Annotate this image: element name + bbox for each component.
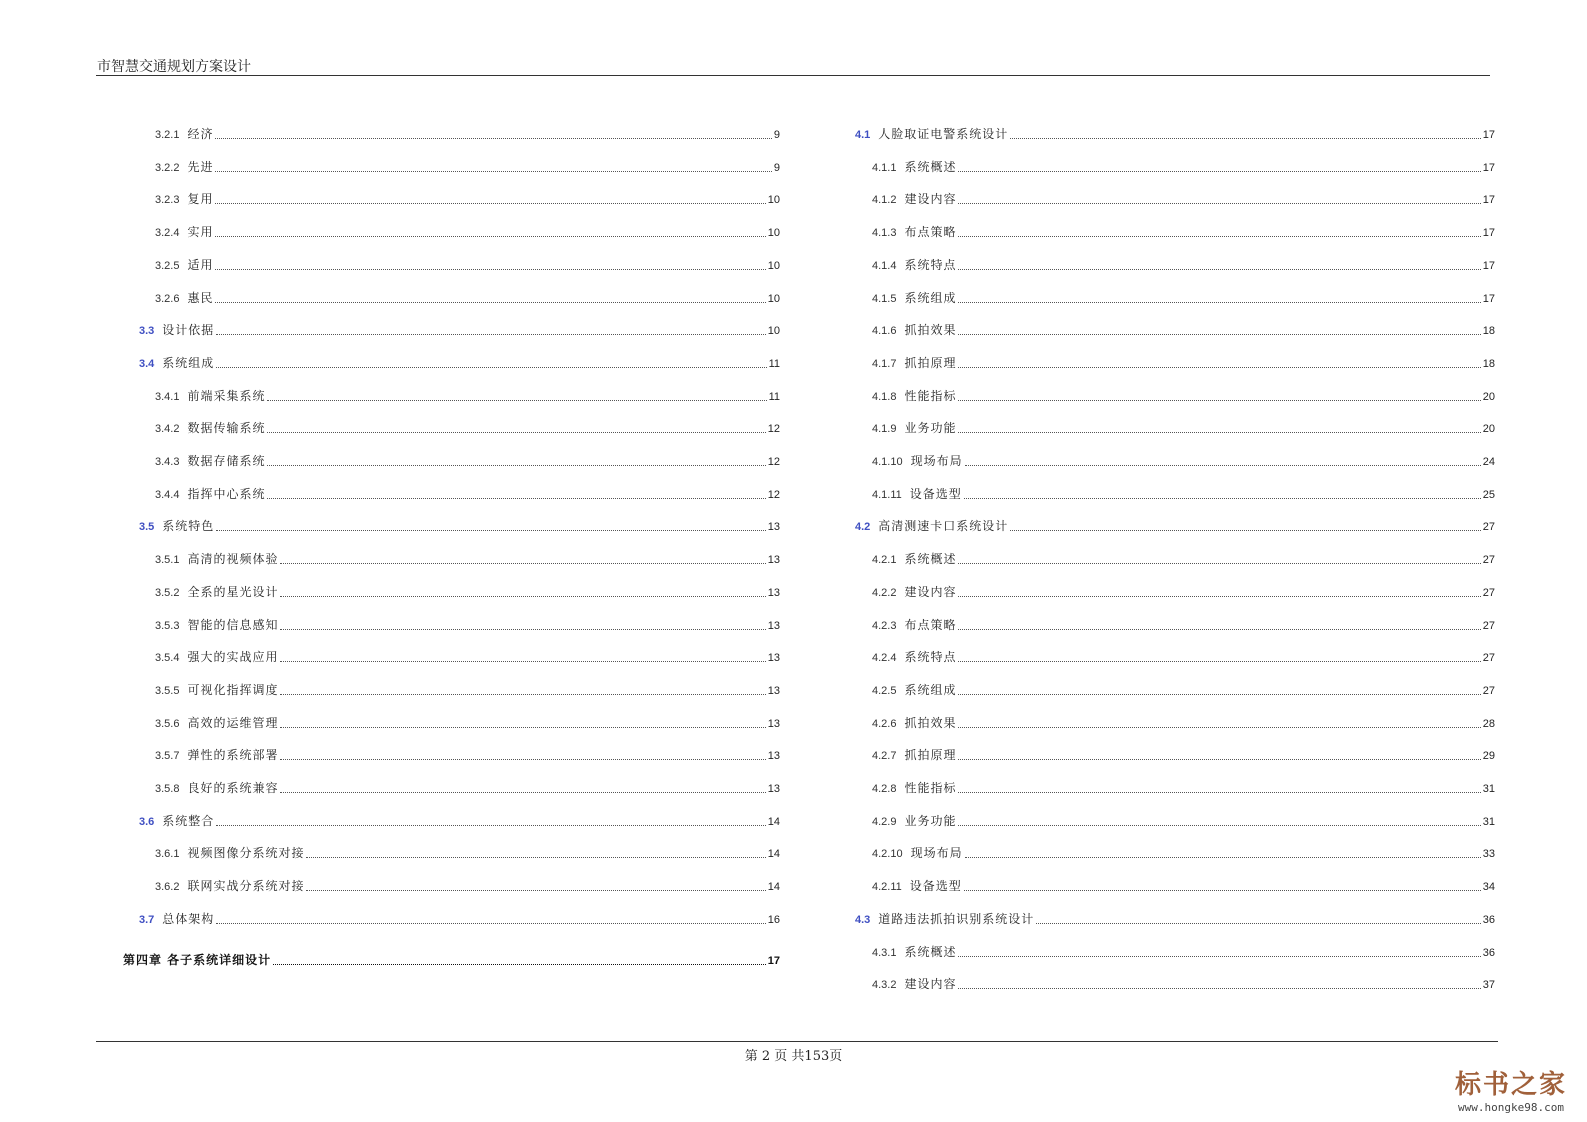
toc-dot-leader xyxy=(216,366,766,368)
toc-entry-page: 18 xyxy=(1482,357,1495,370)
toc-entry-page: 20 xyxy=(1482,423,1495,436)
toc-entry-title: 强大的实战应用 xyxy=(187,650,279,665)
toc-entry-title: 抓拍效果 xyxy=(904,715,957,730)
toc-entry[interactable] xyxy=(855,911,1495,927)
toc-entry-page: 10 xyxy=(767,325,780,338)
toc-entry-title: 视频图像分系统对接 xyxy=(187,846,305,861)
toc-entry-number: 4.2.2 xyxy=(872,586,897,599)
toc-dot-leader xyxy=(964,889,1481,891)
toc-entry-title: 高清测速卡口系统设计 xyxy=(878,519,1009,534)
watermark-url: www.hongke98.com xyxy=(1458,1101,1564,1114)
toc-dot-leader xyxy=(215,301,765,303)
toc-entry-page: 14 xyxy=(767,848,780,861)
toc-entry-page: 10 xyxy=(767,194,780,207)
page-number: 第 2 页 共153页 xyxy=(744,1049,843,1064)
toc-entry-page: 12 xyxy=(767,456,780,468)
toc-dot-leader xyxy=(1036,922,1480,924)
toc-entry-number: 4.2.11 xyxy=(872,881,902,894)
toc-entry[interactable] xyxy=(155,649,780,665)
toc-entry-title: 经济 xyxy=(187,127,214,141)
toc-entry-page: 17 xyxy=(1482,292,1495,305)
toc-entry-title: 设备选型 xyxy=(909,486,962,501)
toc-entry-title: 系统特点 xyxy=(904,257,957,272)
toc-entry-number: 3.4 xyxy=(139,357,155,370)
toc-dot-leader xyxy=(958,268,1480,270)
toc-entry-number: 3.2.6 xyxy=(155,292,180,305)
toc-entry[interactable] xyxy=(139,355,780,371)
toc-dot-leader xyxy=(965,464,1481,466)
toc-dot-leader xyxy=(216,529,765,531)
toc-entry[interactable] xyxy=(155,224,780,240)
toc-entry-number: 3.4.2 xyxy=(155,423,180,436)
toc-entry-number: 3.2.1 xyxy=(155,129,180,141)
toc-entry-page: 31 xyxy=(1482,783,1495,795)
toc-dot-leader xyxy=(958,366,1480,368)
toc-entry-page: 14 xyxy=(767,881,780,894)
toc-entry-number: 3.6 xyxy=(139,815,155,828)
watermark-logo xyxy=(1455,1064,1567,1114)
toc-entry-page: 27 xyxy=(1482,521,1495,534)
toc-entry[interactable] xyxy=(155,257,780,273)
toc-entry-page: 27 xyxy=(1482,554,1495,567)
toc-entry-page: 10 xyxy=(767,227,780,240)
toc-entry[interactable] xyxy=(872,551,1495,567)
toc-entry[interactable] xyxy=(155,159,780,175)
toc-dot-leader xyxy=(306,856,765,858)
toc-entry-page: 17 xyxy=(1482,227,1495,240)
toc-dot-leader xyxy=(280,562,765,564)
toc-dot-leader xyxy=(267,431,765,433)
toc-entry[interactable] xyxy=(872,617,1495,633)
toc-entry-page: 9 xyxy=(773,129,780,141)
toc-entry-page: 27 xyxy=(1482,586,1495,599)
toc-entry-page: 17 xyxy=(1482,129,1495,141)
toc-entry-page: 13 xyxy=(767,586,780,599)
toc-entry-title: 数据存储系统 xyxy=(187,454,266,468)
toc-entry-title: 系统组成 xyxy=(904,290,957,305)
toc-entry-page: 24 xyxy=(1482,456,1495,468)
toc-entry[interactable] xyxy=(155,191,780,207)
toc-entry-number: 4.1.4 xyxy=(872,259,897,272)
toc-dot-leader xyxy=(958,758,1480,760)
toc-entry[interactable] xyxy=(872,322,1495,338)
toc-entry-title: 良好的系统兼容 xyxy=(187,781,279,795)
toc-dot-leader xyxy=(280,595,765,597)
toc-entry-title: 第四章 各子系统详细设计 xyxy=(123,952,272,967)
toc-entry-number: 4.2.9 xyxy=(872,815,897,828)
toc-entry-page: 33 xyxy=(1482,848,1495,861)
toc-dot-leader xyxy=(215,235,765,237)
toc-entry-number: 4.1.11 xyxy=(872,488,902,501)
toc-entry[interactable] xyxy=(872,878,1495,894)
toc-entry-title: 系统概述 xyxy=(904,552,957,567)
toc-entry-page: 18 xyxy=(1482,325,1495,338)
toc-entry-page: 17 xyxy=(1482,161,1495,174)
toc-entry-number: 4.2.3 xyxy=(872,619,897,632)
toc-entry-title: 布点策略 xyxy=(904,225,957,240)
toc-entry-page: 13 xyxy=(767,652,780,665)
toc-entry[interactable] xyxy=(155,388,780,404)
toc-entry-page: 13 xyxy=(767,717,780,730)
toc-entry-title: 性能指标 xyxy=(904,781,957,795)
document-title: 市智慧交通规划方案设计 xyxy=(97,59,251,75)
toc-entry[interactable] xyxy=(139,322,780,338)
toc-dot-leader xyxy=(958,170,1480,172)
toc-dot-leader xyxy=(1010,529,1480,531)
toc-dot-leader xyxy=(267,497,765,499)
toc-entry-title: 性能指标 xyxy=(904,388,957,403)
toc-entry-number: 3.5.2 xyxy=(155,586,180,599)
toc-entry-number: 3.2.4 xyxy=(155,227,180,240)
toc-entry-title: 现场布局 xyxy=(910,454,963,468)
toc-dot-leader xyxy=(215,202,765,204)
toc-dot-leader xyxy=(216,824,765,826)
toc-dot-leader xyxy=(216,333,765,335)
toc-entry[interactable] xyxy=(872,453,1495,469)
toc-dot-leader xyxy=(216,922,765,924)
toc-dot-leader xyxy=(280,628,765,630)
toc-dot-leader xyxy=(958,660,1480,662)
toc-entry[interactable] xyxy=(872,224,1495,240)
toc-entry-page: 27 xyxy=(1482,652,1495,665)
toc-entry[interactable] xyxy=(139,911,780,927)
toc-dot-leader xyxy=(958,399,1480,401)
toc-entry[interactable] xyxy=(155,486,780,502)
toc-entry-page: 11 xyxy=(768,357,780,370)
toc-entry-page: 17 xyxy=(1482,194,1495,207)
toc-entry-page: 37 xyxy=(1482,979,1495,992)
toc-entry[interactable] xyxy=(855,126,1495,142)
toc-entry-page: 13 xyxy=(767,750,780,763)
toc-entry-page: 36 xyxy=(1482,913,1495,926)
toc-entry[interactable] xyxy=(872,649,1495,665)
toc-entry[interactable] xyxy=(155,878,780,894)
toc-entry[interactable] xyxy=(155,551,780,567)
toc-entry-number: 3.7 xyxy=(139,913,155,926)
toc-dot-leader xyxy=(958,562,1480,564)
toc-entry-page: 10 xyxy=(767,292,780,305)
toc-entry-title: 总体架构 xyxy=(162,911,215,926)
toc-entry-title: 高效的运维管理 xyxy=(187,715,279,730)
toc-entry-title: 系统特色 xyxy=(162,519,215,534)
toc-entry-page: 13 xyxy=(767,684,780,697)
toc-dot-leader xyxy=(958,431,1480,433)
toc-entry[interactable] xyxy=(155,747,780,763)
toc-entry[interactable] xyxy=(155,126,780,142)
toc-entry[interactable] xyxy=(155,617,780,633)
toc-entry-number: 4.2.4 xyxy=(872,652,897,665)
toc-entry-page: 9 xyxy=(773,161,780,174)
toc-entry-number: 3.4.4 xyxy=(155,488,180,501)
toc-entry-number: 4.1.3 xyxy=(872,227,897,240)
toc-entry-number: 3.5.5 xyxy=(155,684,180,697)
toc-entry-page: 28 xyxy=(1482,717,1495,730)
toc-dot-leader xyxy=(215,170,771,172)
toc-entry-number: 3.2.2 xyxy=(155,161,180,174)
toc-entry-page: 27 xyxy=(1482,684,1495,697)
toc-entry-number: 4.2.8 xyxy=(872,783,897,795)
toc-entry[interactable] xyxy=(872,420,1495,436)
toc-dot-leader xyxy=(273,963,766,965)
toc-entry-title: 业务功能 xyxy=(904,421,957,436)
toc-entry-title: 道路违法抓拍识别系统设计 xyxy=(878,911,1035,926)
toc-dot-leader xyxy=(267,399,766,401)
toc-entry-page: 13 xyxy=(767,521,780,534)
toc-entry[interactable] xyxy=(872,715,1495,731)
toc-dot-leader xyxy=(1010,137,1480,139)
toc-entry-number: 3.5.7 xyxy=(155,750,180,763)
toc-entry-title: 联网实战分系统对接 xyxy=(187,879,305,894)
toc-dot-leader xyxy=(958,824,1480,826)
toc-chapter-entry[interactable] xyxy=(123,952,780,968)
toc-entry-number: 3.5.1 xyxy=(155,554,180,567)
toc-entry-title: 指挥中心系统 xyxy=(187,486,266,501)
toc-entry-title: 设计依据 xyxy=(162,323,215,338)
toc-entry-number: 4.1.5 xyxy=(872,292,897,305)
toc-entry-title: 适用 xyxy=(187,257,214,272)
toc-entry[interactable] xyxy=(872,290,1495,306)
toc-entry-title: 实用 xyxy=(187,225,214,240)
toc-entry-number: 4.2.6 xyxy=(872,717,897,730)
toc-entry-title: 数据传输系统 xyxy=(187,421,266,436)
toc-dot-leader xyxy=(958,693,1480,695)
toc-entry-title: 抓拍原理 xyxy=(904,748,957,763)
toc-entry-number: 4.1.1 xyxy=(872,161,897,174)
toc-entry-number: 3.5.6 xyxy=(155,717,180,730)
toc-dot-leader xyxy=(958,202,1480,204)
toc-dot-leader xyxy=(280,693,765,695)
toc-entry-number: 4.2.1 xyxy=(872,554,897,567)
toc-dot-leader xyxy=(280,758,765,760)
toc-entry-title: 系统概述 xyxy=(904,944,957,959)
toc-entry[interactable] xyxy=(139,518,780,534)
toc-entry-title: 建设内容 xyxy=(904,977,957,992)
toc-entry-title: 弹性的系统部署 xyxy=(187,748,279,763)
toc-entry-number: 3.5.8 xyxy=(155,783,180,795)
toc-entry[interactable] xyxy=(872,747,1495,763)
toc-entry[interactable] xyxy=(872,191,1495,207)
toc-entry-title: 业务功能 xyxy=(904,813,957,828)
toc-entry-title: 现场布局 xyxy=(910,846,963,861)
toc-entry-number: 3.5 xyxy=(139,521,155,534)
toc-dot-leader xyxy=(215,137,771,139)
toc-entry-page: 20 xyxy=(1482,390,1495,403)
toc-entry-title: 系统组成 xyxy=(904,682,957,697)
toc-entry-page: 13 xyxy=(767,554,780,567)
toc-entry[interactable] xyxy=(872,845,1495,861)
toc-entry[interactable] xyxy=(872,682,1495,698)
toc-entry-title: 抓拍原理 xyxy=(904,355,957,370)
toc-dot-leader xyxy=(958,726,1480,728)
toc-entry-page: 36 xyxy=(1482,946,1495,959)
toc-entry[interactable] xyxy=(155,453,780,469)
toc-entry-page: 25 xyxy=(1482,488,1495,501)
toc-entry-page: 13 xyxy=(767,783,780,795)
toc-dot-leader xyxy=(964,497,1481,499)
footer-divider xyxy=(96,1041,1498,1042)
toc-entry[interactable] xyxy=(872,780,1495,796)
toc-entry-title: 系统概述 xyxy=(904,159,957,174)
toc-entry[interactable] xyxy=(872,355,1495,371)
toc-entry-title: 系统组成 xyxy=(162,355,215,370)
toc-dot-leader xyxy=(215,268,765,270)
toc-entry-number: 4.1 xyxy=(855,129,871,141)
toc-entry-number: 4.1.10 xyxy=(872,456,903,468)
toc-entry-number: 3.3 xyxy=(139,325,155,338)
toc-dot-leader xyxy=(958,301,1480,303)
toc-entry-number: 3.5.4 xyxy=(155,652,180,665)
toc-entry-title: 人脸取证电警系统设计 xyxy=(878,127,1009,141)
toc-entry-title: 先进 xyxy=(187,159,214,174)
toc-entry-title: 复用 xyxy=(187,192,214,207)
toc-entry[interactable] xyxy=(155,715,780,731)
toc-dot-leader xyxy=(306,889,765,891)
toc-entry[interactable] xyxy=(872,944,1495,960)
toc-dot-leader xyxy=(958,955,1480,957)
toc-entry[interactable] xyxy=(139,813,780,829)
toc-entry-number: 4.1.9 xyxy=(872,423,897,436)
toc-entry-title: 建设内容 xyxy=(904,584,957,599)
toc-entry-title: 惠民 xyxy=(187,290,214,305)
toc-dot-leader xyxy=(958,235,1480,237)
toc-entry-page: 27 xyxy=(1482,619,1495,632)
toc-entry[interactable] xyxy=(155,845,780,861)
toc-dot-leader xyxy=(267,464,765,466)
toc-entry-title: 系统特点 xyxy=(904,650,957,665)
toc-entry[interactable] xyxy=(155,420,780,436)
toc-dot-leader xyxy=(958,628,1480,630)
toc-entry-number: 3.2.5 xyxy=(155,259,180,272)
toc-dot-leader xyxy=(958,595,1480,597)
toc-entry-title: 设备选型 xyxy=(909,879,962,894)
toc-dot-leader xyxy=(958,791,1480,793)
toc-entry[interactable] xyxy=(872,486,1495,502)
header-divider xyxy=(96,75,1490,76)
toc-entry-title: 智能的信息感知 xyxy=(187,617,279,632)
toc-entry[interactable] xyxy=(155,584,780,600)
toc-entry[interactable] xyxy=(872,813,1495,829)
toc-entry-number: 4.2 xyxy=(855,521,871,534)
toc-entry-number: 4.1.8 xyxy=(872,390,897,403)
toc-entry-page: 29 xyxy=(1482,750,1495,763)
toc-entry[interactable] xyxy=(855,518,1495,534)
toc-entry-page: 11 xyxy=(768,390,780,403)
toc-entry-number: 4.1.7 xyxy=(872,357,897,370)
toc-dot-leader xyxy=(958,333,1480,335)
toc-entry[interactable] xyxy=(872,976,1495,992)
watermark-main-text: 标书之家 xyxy=(1454,1070,1567,1100)
toc-entry-page: 16 xyxy=(767,913,780,926)
toc-entry-number: 4.3.2 xyxy=(872,979,897,992)
toc-entry-page: 17 xyxy=(1482,259,1495,272)
toc-dot-leader xyxy=(965,856,1481,858)
toc-entry-title: 可视化指挥调度 xyxy=(187,682,279,697)
toc-entry-page: 31 xyxy=(1482,815,1495,828)
toc-entry-title: 系统整合 xyxy=(162,813,215,828)
toc-dot-leader xyxy=(958,987,1480,989)
toc-entry-number: 4.3 xyxy=(855,913,871,926)
toc-entry-number: 3.2.3 xyxy=(155,194,180,207)
toc-entry-title: 高清的视频体验 xyxy=(187,552,279,567)
toc-dot-leader xyxy=(280,726,765,728)
toc-entry[interactable] xyxy=(155,290,780,306)
toc-entry-page: 17 xyxy=(767,954,780,967)
toc-entry-title: 布点策略 xyxy=(904,617,957,632)
toc-entry[interactable] xyxy=(155,780,780,796)
toc-entry-page: 10 xyxy=(767,259,780,272)
toc-entry-number: 3.6.2 xyxy=(155,881,180,894)
toc-entry[interactable] xyxy=(155,682,780,698)
toc-entry[interactable] xyxy=(872,584,1495,600)
toc-entry-page: 13 xyxy=(767,619,780,632)
toc-entry-page: 14 xyxy=(767,815,780,828)
toc-entry-number: 4.2.7 xyxy=(872,750,897,763)
toc-entry-number: 4.2.10 xyxy=(872,848,903,861)
toc-entry[interactable] xyxy=(872,159,1495,175)
toc-entry-number: 4.3.1 xyxy=(872,946,897,959)
toc-dot-leader xyxy=(280,791,765,793)
toc-entry-title: 全系的星光设计 xyxy=(187,584,279,599)
toc-entry-number: 3.4.1 xyxy=(155,390,180,403)
toc-entry[interactable] xyxy=(872,257,1495,273)
toc-entry-number: 4.2.5 xyxy=(872,684,897,697)
toc-entry-number: 3.6.1 xyxy=(155,848,180,861)
toc-entry-number: 4.1.6 xyxy=(872,325,897,338)
toc-entry-page: 12 xyxy=(767,423,780,436)
toc-dot-leader xyxy=(280,660,765,662)
toc-entry-title: 抓拍效果 xyxy=(904,323,957,338)
toc-entry[interactable] xyxy=(872,388,1495,404)
toc-entry-title: 前端采集系统 xyxy=(187,388,266,403)
toc-entry-page: 12 xyxy=(767,488,780,501)
toc-entry-number: 3.4.3 xyxy=(155,456,180,468)
toc-entry-page: 34 xyxy=(1482,881,1495,894)
toc-entry-number: 3.5.3 xyxy=(155,619,180,632)
toc-entry-title: 建设内容 xyxy=(904,192,957,207)
toc-entry-number: 4.1.2 xyxy=(872,194,897,207)
